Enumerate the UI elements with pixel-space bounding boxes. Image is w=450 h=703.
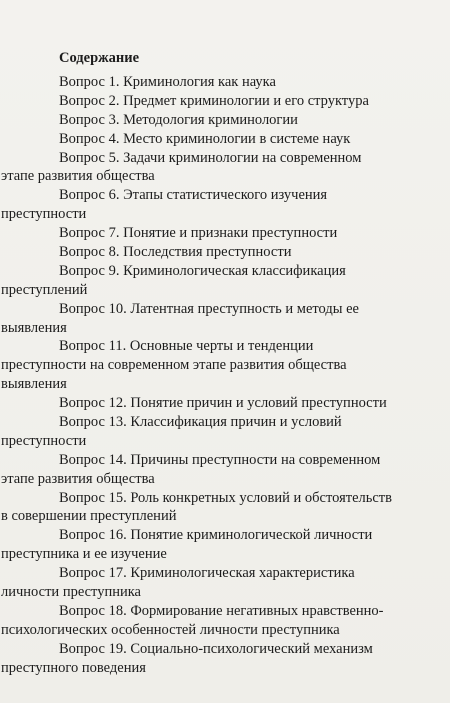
toc-entry-line: Вопрос 11. Основные черты и тенденции: [59, 338, 314, 355]
toc-entry: [1, 564, 401, 602]
toc-entries: [1, 73, 401, 678]
toc-entry-line: Вопрос 15. Роль конкретных условий и обстоятельств: [59, 489, 392, 506]
toc-entry-continuation: преступника и ее изучение: [1, 546, 167, 563]
toc-entry: [1, 413, 401, 451]
toc-entry-line: Вопрос 2. Предмет криминологии и его структура: [59, 92, 369, 109]
toc-entry: [1, 451, 401, 489]
toc-entry: [1, 186, 401, 224]
toc-entry-line: Вопрос 6. Этапы статистического изучения: [59, 187, 328, 204]
toc-entry-line: Вопрос 17. Криминологическая характеристика: [59, 565, 355, 582]
table-of-contents: [1, 49, 401, 678]
toc-entry-continuation: личности преступника: [1, 584, 141, 601]
toc-entry-continuation: выявления: [1, 319, 67, 336]
toc-entry: [59, 73, 401, 92]
toc-entry-line: Вопрос 4. Место криминологии в системе наук: [59, 130, 351, 147]
toc-entry-line: Вопрос 18. Формирование негативных нравственно-: [59, 602, 384, 619]
toc-entry-line: Вопрос 9. Криминологическая классификация: [59, 262, 346, 279]
toc-heading: Содержание: [59, 50, 140, 66]
toc-entry-line: Вопрос 14. Причины преступности на современном: [59, 451, 381, 468]
toc-entry-line: Вопрос 1. Криминология как наука: [59, 74, 276, 90]
toc-entry: [1, 337, 401, 394]
toc-entry-continuation: этапе развития общества: [1, 470, 155, 487]
toc-entry-continuation: преступлений: [1, 281, 88, 298]
toc-entry-continuation: преступного поведения: [1, 659, 146, 676]
toc-entry-continuation: преступности на современном этапе развития общества: [1, 357, 347, 374]
toc-entry-continuation: преступности: [1, 206, 87, 223]
toc-entry-line: Вопрос 19. Социально-психологический механизм: [59, 640, 373, 657]
toc-entry: [1, 489, 401, 527]
toc-entry: [59, 243, 401, 262]
toc-entry: [59, 130, 401, 149]
toc-entry-continuation: преступности: [1, 432, 87, 449]
toc-entry-continuation: этапе развития общества: [1, 168, 155, 185]
toc-entry-line: Вопрос 8. Последствия преступности: [59, 244, 292, 261]
toc-entry: [1, 602, 401, 640]
toc-entry: [59, 394, 401, 413]
toc-entry-line: Вопрос 7. Понятие и признаки преступности: [59, 225, 338, 242]
toc-entry: [59, 224, 401, 243]
toc-entry-line: Вопрос 13. Классификация причин и условий: [59, 414, 342, 431]
toc-entry-continuation: выявления: [1, 376, 67, 393]
toc-entry-line: Вопрос 16. Понятие криминологической личности: [59, 527, 373, 544]
toc-entry: [59, 92, 401, 111]
toc-entry: [1, 526, 401, 564]
toc-entry: [1, 300, 401, 338]
toc-entry-continuation: в совершении преступлений: [1, 508, 177, 525]
toc-entry: [59, 111, 401, 130]
toc-entry-line: Вопрос 3. Методология криминологии: [59, 111, 298, 128]
toc-entry-line: Вопрос 5. Задачи криминологии на современном: [59, 149, 362, 166]
toc-entry-continuation: психологических особенностей личности преступника: [1, 621, 340, 638]
toc-entry: [1, 149, 401, 187]
toc-entry: [1, 640, 401, 678]
toc-entry: [1, 262, 401, 300]
toc-entry-line: Вопрос 10. Латентная преступность и методы ее: [59, 300, 359, 317]
toc-entry-line: Вопрос 12. Понятие причин и условий преступности: [59, 395, 387, 412]
